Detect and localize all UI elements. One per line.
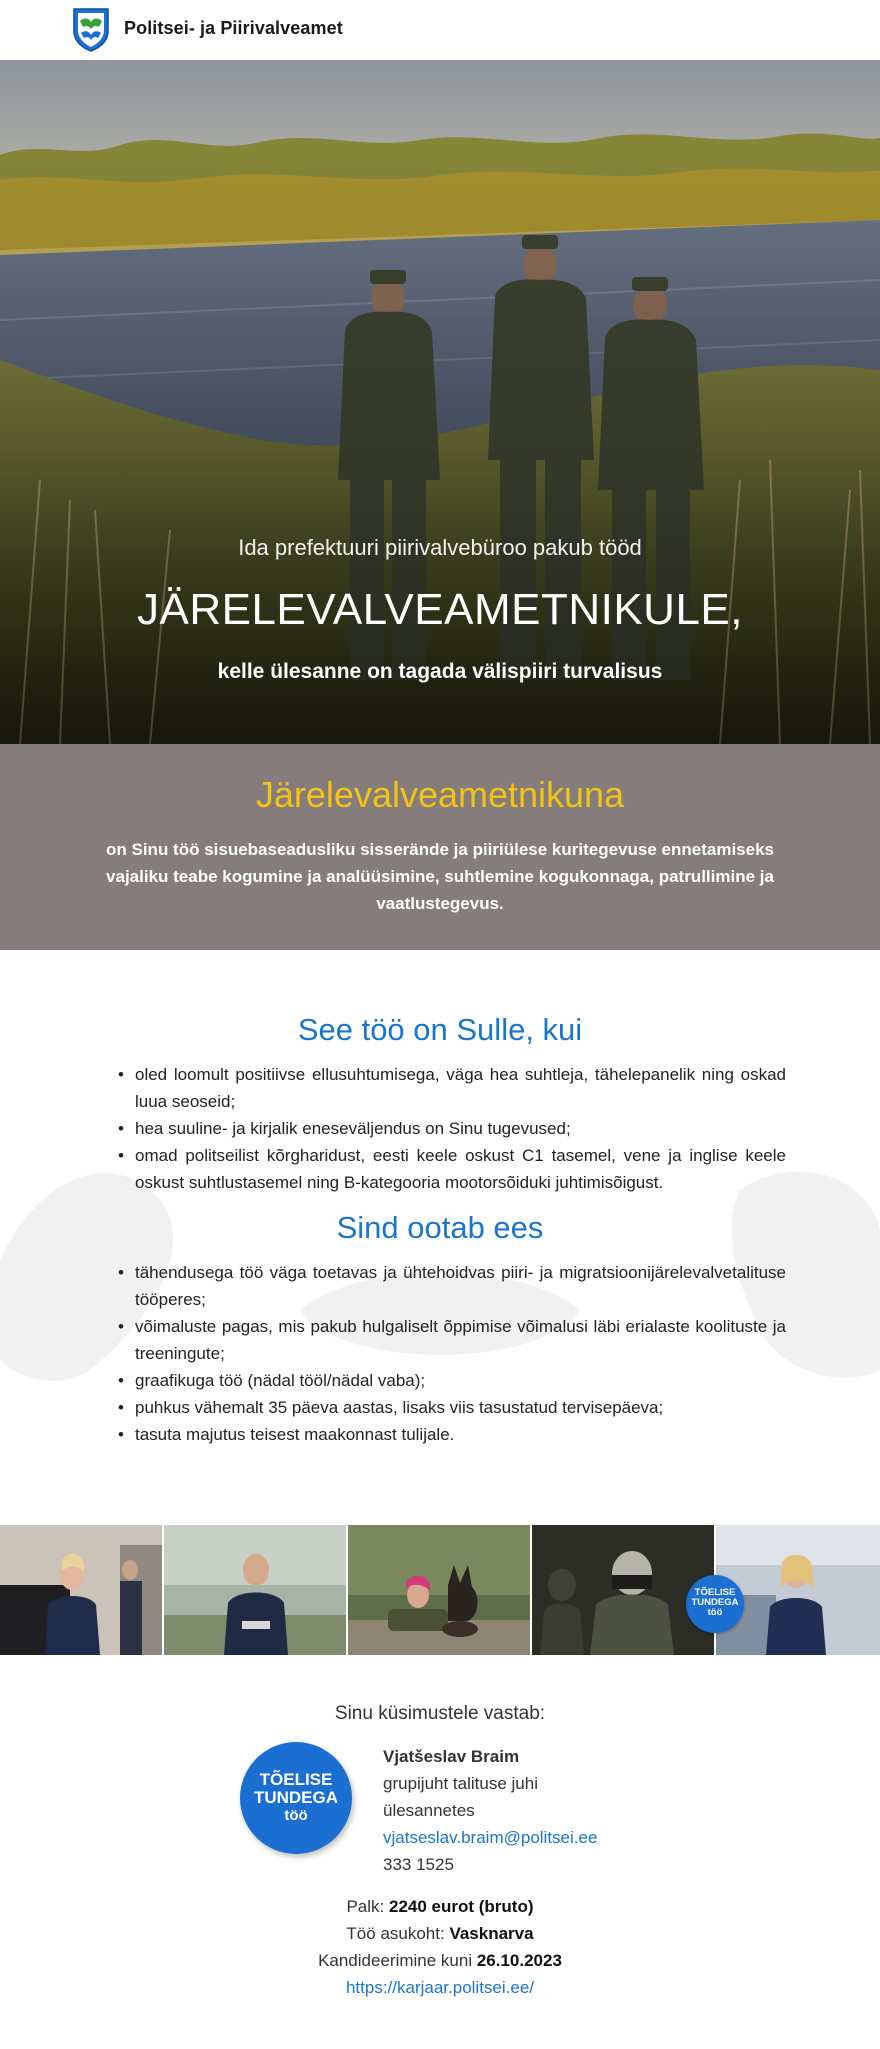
list-item: • hea suuline- ja kirjalik eneseväljendus on Sinu tugevused; (118, 1115, 786, 1142)
list-item: • võimaluste pagas, mis pakub hulgaliselt õppimise võimalusi läbi erialaste koolituste ja treeningute; (118, 1313, 786, 1367)
offer-list (118, 1259, 786, 1448)
salary-label: Palk: (346, 1897, 389, 1916)
contact-phone: 333 1525 (383, 1855, 454, 1874)
list-item: • puhkus vähemalt 35 päeva aastas, lisaks viis tasustatud tervisepäeva; (118, 1394, 786, 1421)
photo-officer-uniform (164, 1525, 346, 1655)
hero-photo-border-guards (0, 60, 880, 744)
badge-line-3: töö (707, 1607, 723, 1618)
ppa-shield-icon[interactable] (72, 7, 110, 52)
badge-line-3: töö (284, 1807, 308, 1824)
hero-pre-title: Ida prefektuuri piirivalvebüroo pakub tööd (238, 535, 642, 560)
hero-title: JÄRELEVALVEAMETNIKULE, (136, 585, 743, 634)
location-label: Töö asukoht: (346, 1924, 450, 1943)
badge-line-2: TUNDEGA (691, 1597, 739, 1608)
contact-email-link[interactable]: vjatseslav.braim@politsei.ee (383, 1828, 598, 1847)
job-details (0, 950, 880, 1525)
salary-row (0, 1893, 880, 1920)
job-facts (0, 1893, 880, 2001)
contact-info (383, 1743, 597, 1878)
salary-value: 2240 eurot (bruto) (389, 1897, 534, 1916)
intro-band (0, 744, 880, 950)
hero-banner (0, 60, 880, 744)
deadline-row (0, 1947, 880, 1974)
org-name: Politsei- ja Piirivalveamet (124, 18, 343, 38)
badge-line-2: TUNDEGA (253, 1788, 339, 1807)
requirements-title: See töö on Sulle, kui (297, 1012, 583, 1047)
deadline-value: 26.10.2023 (476, 1951, 562, 1970)
list-item: • tähendusega töö väga toetavas ja ühtehoidvas piiri- ja migratsioonijärelevalvetalituse tööperes; (118, 1259, 786, 1313)
list-item: • omad politseilist kõrgharidust, eesti keele oskust C1 tasemel, vene ja inglise keele oskust suhtlustasemel ning B-kategooria mootorsõiduki juhtimisõigust. (118, 1142, 786, 1196)
location-row (0, 1920, 880, 1947)
photo-strip (0, 1525, 880, 1655)
photo-officer-dog (348, 1525, 530, 1655)
list-item: • graafikuga töö (nädal tööl/nädal vaba); (118, 1367, 786, 1394)
intro-title: Järelevalveametnikuna (255, 774, 625, 815)
deadline-label: Kandideerimine kuni (318, 1951, 477, 1970)
contact-heading: Sinu küsimustele vastab: (334, 1703, 546, 1724)
contact-name: Vjatšeslav Braim (383, 1747, 520, 1766)
list-item: • tasuta majutus teisest maakonnast tulijale. (118, 1421, 786, 1448)
contact-role-line-2: ülesannetes (383, 1801, 475, 1820)
site-header (0, 0, 880, 60)
contact-role-line-1: grupijuht talituse juhi (383, 1774, 538, 1793)
photo-special-forces (532, 1525, 714, 1655)
badge-line-1: TÕELISE (694, 1587, 736, 1598)
toelise-tundega-badge (240, 1742, 352, 1854)
list-item: • oled loomult positiivse ellusuhtumisega, väga hea suhtleja, tähelepanelik ning oskad luua seoseid; (118, 1061, 786, 1115)
badge-line-1: TÕELISE (259, 1770, 333, 1789)
offer-title: Sind ootab ees (336, 1210, 544, 1245)
career-site-link[interactable]: https://karjaar.politsei.ee/ (345, 1978, 535, 1997)
photo-officer-car (0, 1525, 162, 1655)
location-value: Vasknarva (449, 1924, 534, 1943)
intro-text: on Sinu töö sisuebaseadusliku sisserände ja piiriülese kuritegevuse ennetamiseks vajaliku teabe kogumine ja analüüsimine, suhtlemine kogukonnaga, patrullimine ja vaatlustegevus. (106, 840, 774, 913)
hero-subtitle: kelle ülesanne on tagada välispiiri turvalisus (217, 660, 663, 683)
toelise-tundega-badge-small (686, 1575, 744, 1633)
requirements-list (118, 1061, 786, 1196)
